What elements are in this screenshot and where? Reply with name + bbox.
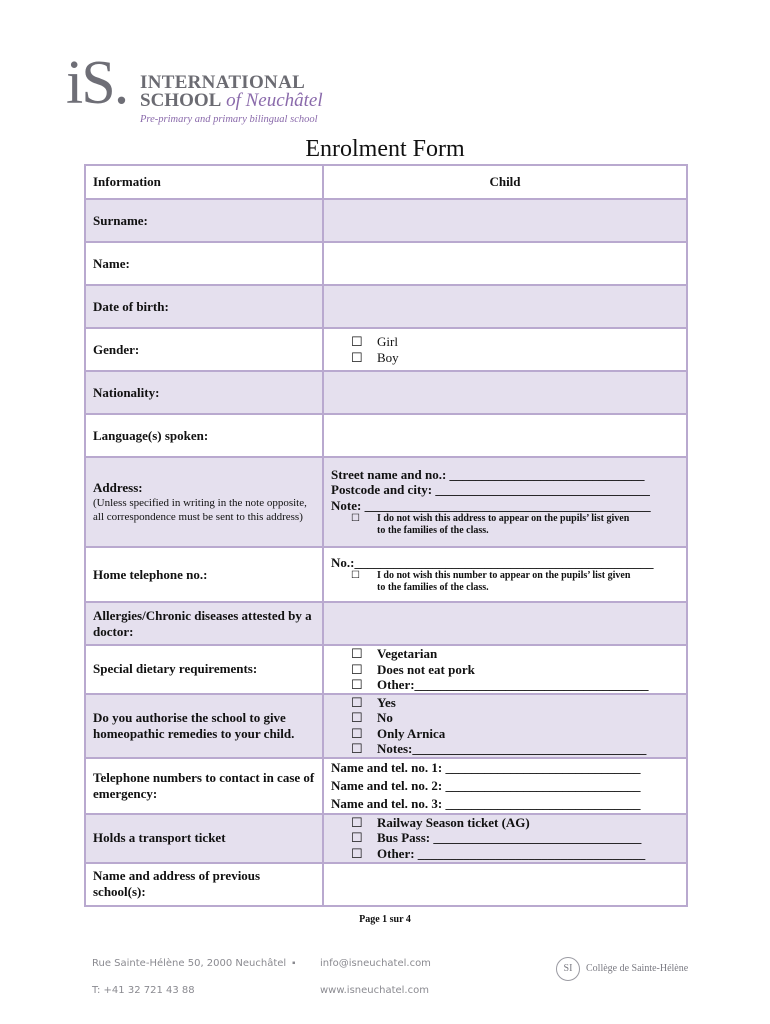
homeopathic-option-notes[interactable] — [331, 741, 679, 757]
checkbox-icon: ☐ — [351, 741, 363, 756]
dietary-no-pork-label: Does not eat pork — [377, 661, 475, 677]
gender-options — [323, 328, 687, 371]
telephone-privacy-checkbox[interactable] — [331, 570, 679, 594]
college-logo-icon: SI — [556, 957, 580, 981]
gender-row — [85, 328, 687, 371]
dietary-row — [85, 645, 687, 694]
homeopathic-arnica-label: Only Arnica — [377, 725, 446, 741]
homeopathic-label: Do you authorise the school to give homeopathic remedies to your child. — [85, 694, 323, 758]
surname-row — [85, 199, 687, 242]
transport-option-other[interactable] — [331, 846, 679, 862]
checkbox-icon: ☐ — [351, 845, 363, 861]
previous-school-field[interactable] — [323, 863, 687, 906]
logo-school: SCHOOL — [140, 90, 222, 111]
emergency-row — [85, 758, 687, 814]
nationality-label: Nationality: — [85, 371, 323, 414]
checkbox-icon: ☐ — [351, 725, 363, 741]
checkbox-icon: ☐ — [351, 694, 363, 710]
footer-separator: ▪ — [292, 958, 296, 969]
gender-option-boy[interactable] — [331, 350, 679, 366]
address-label-cell — [85, 457, 323, 547]
dietary-options — [323, 645, 687, 694]
gender-boy-label: Boy — [377, 349, 399, 365]
checkbox-icon: ☐ — [351, 661, 363, 677]
gender-girl-label: Girl — [377, 334, 398, 349]
transport-other-label: Other: ___________________________________ — [377, 845, 646, 861]
college-name: Collège de Sainte-Hélène — [586, 963, 689, 974]
gender-option-girl[interactable] — [331, 334, 679, 350]
page-number: Page 1 sur 4 — [359, 914, 411, 925]
homeopathic-row — [85, 694, 687, 758]
surname-field[interactable] — [323, 199, 687, 242]
enrolment-table — [84, 164, 688, 907]
dietary-other-label: Other:____________________________________ — [377, 677, 649, 692]
nationality-field[interactable] — [323, 371, 687, 414]
form-title: Enrolment Form — [305, 136, 465, 162]
transport-row — [85, 814, 687, 863]
homeopathic-no-label: No — [377, 710, 393, 725]
homeopathic-yes-label: Yes — [377, 694, 396, 710]
header-child: Child — [323, 165, 687, 199]
checkbox-icon: ☐ — [351, 677, 363, 692]
transport-options — [323, 814, 687, 863]
transport-label: Holds a transport ticket — [85, 814, 323, 863]
transport-option-bus[interactable] — [331, 830, 679, 846]
address-note: (Unless specified in writing in the note opposite, all correspondence must be sent to this address) — [93, 497, 307, 523]
footer-phone: T: +41 32 721 43 88 — [92, 985, 195, 996]
footer-email[interactable]: info@isneuchatel.com — [320, 958, 431, 969]
name-row — [85, 242, 687, 285]
checkbox-icon: ☐ — [351, 334, 363, 349]
logo-tagline: Pre-primary and primary bilingual school — [140, 114, 318, 125]
footer-website[interactable]: www.isneuchatel.com — [320, 985, 429, 996]
home-telephone-field[interactable]: No.:______________________________________________ — [331, 554, 654, 570]
emergency-contact-3[interactable]: Name and tel. no. 3: ______________________________ — [331, 795, 641, 811]
checkbox-icon: ☐ — [351, 349, 363, 365]
checkbox-icon: ☐ — [351, 570, 360, 582]
gender-label: Gender: — [85, 328, 323, 371]
previous-school-label: Name and address of previous school(s): — [85, 863, 323, 906]
table-header-row — [85, 165, 687, 199]
checkbox-icon: ☐ — [351, 646, 363, 661]
street-field[interactable]: Street name and no.: ______________________________ — [331, 466, 645, 482]
address-privacy-text-2: to the families of the class. — [377, 525, 489, 537]
homeopathic-notes-label: Notes:____________________________________ — [377, 741, 647, 756]
dietary-vegetarian-label: Vegetarian — [377, 646, 438, 661]
note-field[interactable]: Note: ____________________________________________ — [331, 497, 651, 513]
allergies-field[interactable] — [323, 602, 687, 645]
transport-bus-label: Bus Pass: ________________________________ — [377, 830, 642, 846]
name-field[interactable] — [323, 242, 687, 285]
footer-address: Rue Sainte-Hélène 50, 2000 Neuchâtel — [92, 958, 287, 969]
languages-label: Language(s) spoken: — [85, 414, 323, 457]
college-logo — [556, 957, 706, 983]
telephone-privacy-text-1: I do not wish this number to appear on the pupils’ list given — [377, 570, 631, 582]
emergency-fields — [323, 758, 687, 814]
home-telephone-fields — [323, 547, 687, 602]
homeopathic-option-arnica[interactable] — [331, 726, 679, 742]
dietary-option-vegetarian[interactable] — [331, 646, 679, 662]
languages-row — [85, 414, 687, 457]
postcode-field[interactable]: Postcode and city: _________________________________ — [331, 482, 650, 498]
transport-railway-label: Railway Season ticket (AG) — [377, 814, 530, 830]
header-information: Information — [85, 165, 323, 199]
telephone-privacy-text-2: to the families of the class. — [377, 582, 489, 594]
previous-school-row — [85, 863, 687, 906]
transport-option-railway[interactable] — [331, 815, 679, 831]
logo-name-line1: INTERNATIONAL — [140, 72, 306, 93]
logo-mark: iS. — [66, 49, 128, 117]
emergency-contact-2[interactable]: Name and tel. no. 2: ______________________________ — [331, 777, 641, 793]
homeopathic-options — [323, 694, 687, 758]
homeopathic-option-no[interactable] — [331, 710, 679, 726]
allergies-row — [85, 602, 687, 645]
dietary-option-other[interactable] — [331, 677, 679, 693]
emergency-label: Telephone numbers to contact in case of emergency: — [85, 758, 323, 814]
date-of-birth-field[interactable] — [323, 285, 687, 328]
address-privacy-text-1: I do not wish this address to appear on the pupils’ list given — [377, 513, 630, 525]
date-of-birth-label: Date of birth: — [85, 285, 323, 328]
homeopathic-option-yes[interactable] — [331, 695, 679, 711]
home-telephone-row — [85, 547, 687, 602]
languages-field[interactable] — [323, 414, 687, 457]
logo-name-line2 — [140, 90, 323, 112]
dietary-label: Special dietary requirements: — [85, 645, 323, 694]
date-of-birth-row — [85, 285, 687, 328]
checkbox-icon: ☐ — [351, 830, 363, 846]
address-label: Address: — [93, 480, 143, 495]
address-fields — [323, 457, 687, 547]
checkbox-icon: ☐ — [351, 513, 360, 525]
home-telephone-label: Home telephone no.: — [85, 547, 323, 602]
name-label: Name: — [85, 242, 323, 285]
address-privacy-checkbox[interactable] — [331, 513, 679, 537]
checkbox-icon: ☐ — [351, 710, 363, 725]
surname-label: Surname: — [85, 199, 323, 242]
nationality-row — [85, 371, 687, 414]
checkbox-icon: ☐ — [351, 814, 363, 830]
logo-of-neuchatel: of Neuchâtel — [226, 90, 323, 111]
dietary-option-no-pork[interactable] — [331, 662, 679, 678]
address-row — [85, 457, 687, 547]
allergies-label: Allergies/Chronic diseases attested by a doctor: — [85, 602, 323, 645]
emergency-contact-1[interactable]: Name and tel. no. 1: ______________________________ — [331, 759, 641, 775]
school-logo — [66, 49, 406, 132]
